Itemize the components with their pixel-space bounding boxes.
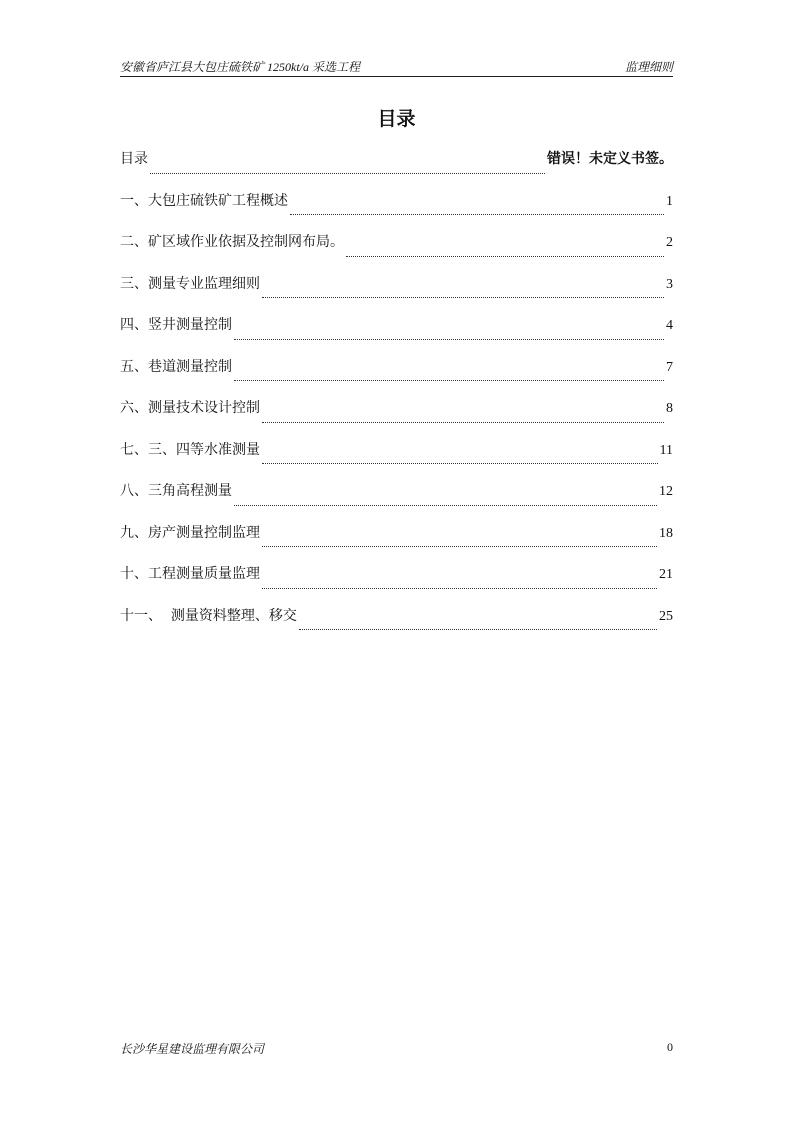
toc-entry[interactable] <box>120 356 673 398</box>
toc-dot-leader <box>262 421 664 423</box>
toc-entry-page-number: 25 <box>659 608 673 624</box>
toc-dot-leader <box>234 379 664 381</box>
toc-entry-label: 一、大包庄硫铁矿工程概述 <box>120 192 288 209</box>
toc-entry-page-number: 12 <box>659 484 673 499</box>
toc-entry-label: 十一、 测量资料整理、移交 <box>120 607 297 624</box>
toc-entry[interactable] <box>120 314 673 356</box>
toc-entry-page-number: 7 <box>666 359 673 375</box>
toc-entry-label: 九、房产测量控制监理 <box>120 524 260 541</box>
toc-dot-leader <box>262 296 664 298</box>
toc-entry[interactable] <box>120 231 673 273</box>
toc-dot-leader <box>262 462 658 464</box>
page-header <box>120 56 673 77</box>
toc-entry[interactable] <box>120 605 673 647</box>
toc-entry-page-number: 错误！未定义书签。 <box>547 151 673 167</box>
toc-entry-page-number: 18 <box>659 525 673 541</box>
toc-title: 目录 <box>377 108 416 130</box>
toc-entry-page-number: 3 <box>666 276 673 292</box>
page-footer <box>120 1040 673 1058</box>
toc-entry-page-number: 11 <box>659 442 673 458</box>
toc-entry[interactable] <box>120 522 673 564</box>
toc-entry[interactable] <box>120 439 673 481</box>
toc-entry[interactable] <box>120 273 673 315</box>
toc-entry[interactable] <box>120 397 673 439</box>
toc-entry-page-number: 4 <box>666 318 673 333</box>
toc-entry-label: 八、三角高程测量 <box>120 483 232 499</box>
toc-dot-leader <box>299 628 657 630</box>
toc-dot-leader <box>150 172 545 174</box>
toc-entry[interactable] <box>120 480 673 522</box>
footer-page-number: 0 <box>667 1040 673 1054</box>
toc-entry-label: 六、测量技术设计控制 <box>120 400 260 416</box>
header-project-title: 安徽省庐江县大包庄硫铁矿 1250kt/a 采选工程 <box>120 60 360 74</box>
toc-entry[interactable] <box>120 148 673 190</box>
toc-dot-leader <box>290 213 664 215</box>
toc-entry-label: 四、竖井测量控制 <box>120 317 232 333</box>
toc-dot-leader <box>234 504 657 506</box>
header-document-type: 监理细则 <box>624 60 673 74</box>
toc-dot-leader <box>346 255 664 257</box>
footer-company-name: 长沙华星建设监理有限公司 <box>120 1042 265 1056</box>
toc-entry[interactable] <box>120 563 673 605</box>
toc-dot-leader <box>234 338 664 340</box>
toc-entry-page-number: 2 <box>666 235 673 250</box>
toc-entry-page-number: 1 <box>666 193 673 209</box>
toc-dot-leader <box>262 587 657 589</box>
toc-entry-label: 二、矿区域作业依据及控制网布局。 <box>120 234 344 250</box>
toc-entry-page-number: 8 <box>666 401 673 416</box>
toc-entry-page-number: 21 <box>659 567 673 582</box>
toc-entry-label: 三、测量专业监理细则 <box>120 275 260 292</box>
toc-entry-label: 十、工程测量质量监理 <box>120 566 260 582</box>
toc-entry-label: 目录 <box>120 151 148 167</box>
table-of-contents <box>120 148 673 646</box>
toc-dot-leader <box>262 545 657 547</box>
toc-entry-label: 七、三、四等水准测量 <box>120 441 260 458</box>
toc-entry-label: 五、巷道测量控制 <box>120 358 232 375</box>
toc-entry[interactable] <box>120 190 673 232</box>
